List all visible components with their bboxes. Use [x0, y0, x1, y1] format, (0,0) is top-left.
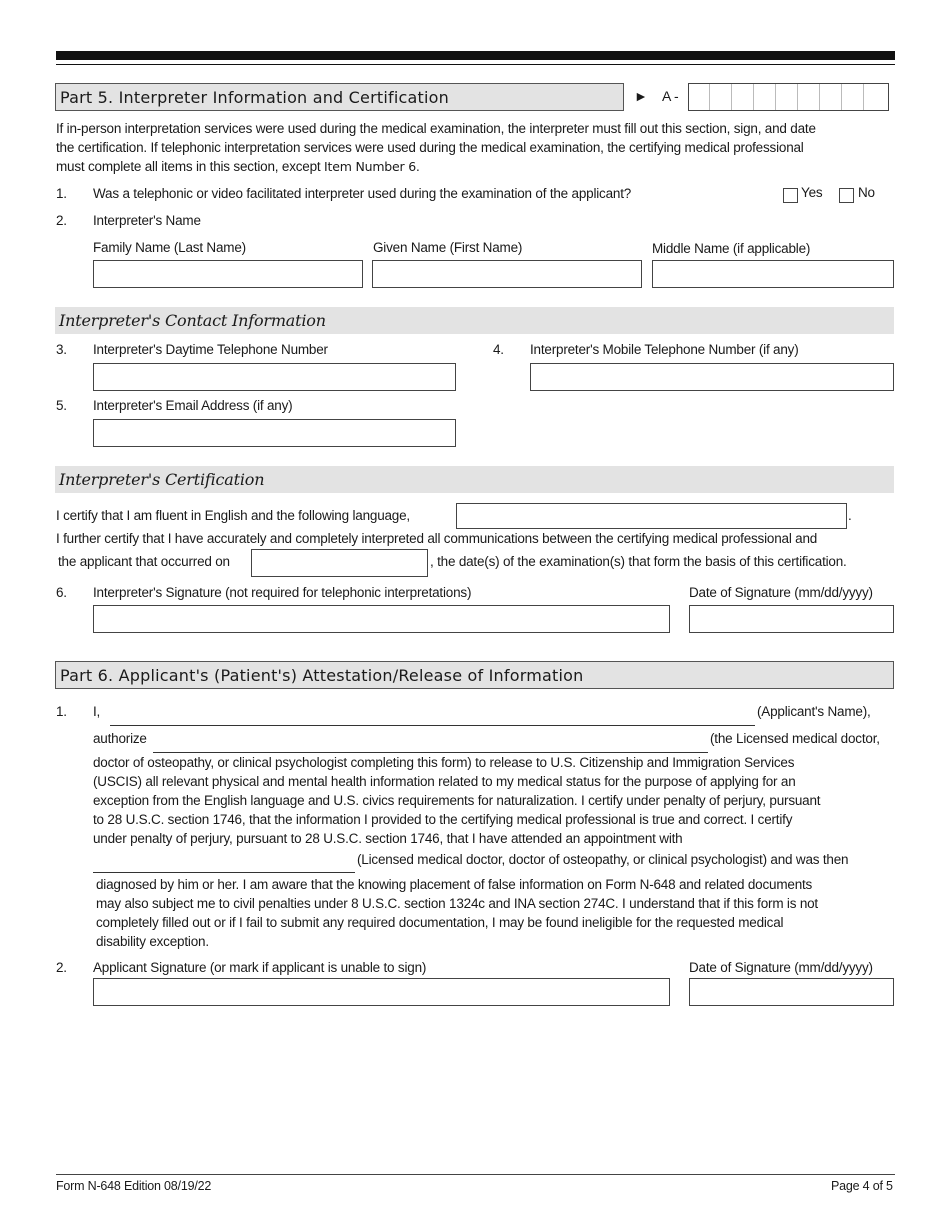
mobile-phone-input[interactable]: [530, 363, 894, 391]
q1-number: 1.: [56, 186, 67, 201]
doctor-label: (Licensed medical doctor, doctor of osteopathy, or clinical psychologist) and was then: [357, 852, 849, 867]
a-number-label: A -: [662, 88, 679, 104]
footer-page: Page 4 of 5: [831, 1179, 893, 1193]
email-input[interactable]: [93, 419, 456, 447]
authorize-label: authorize: [93, 731, 147, 746]
part6-title: Part 6. Applicant's (Patient's) Attestation/Release of Information: [60, 665, 584, 685]
interpreter-date-label: Date of Signature (mm/dd/yyyy): [689, 585, 873, 600]
diagnosis-paragraph: diagnosed by him or her. I am aware that the knowing placement of false information on Form N-648 and related documents may also subject me to civil penalties under 8 U.S.C. section 1324c and INA section 274C. I understand that if this form is not completely filled out or if I fail to submit any required documentation, I may be found ineligible for the requested medical disability exception.: [96, 877, 818, 949]
middle-name-input[interactable]: [652, 260, 894, 288]
applicant-name-label: (Applicant's Name),: [757, 704, 871, 719]
middle-name-label: Middle Name (if applicable): [652, 241, 811, 256]
part5-intro: If in-person interpretation services were used during the medical examination, the interpreter must fill out this section, sign, and date the certification. If telephonic interpretation services were used during the medical examination, the certifying medical professional must complete all items in this section, except Item Number 6.: [56, 121, 816, 174]
language-input[interactable]: [456, 503, 847, 529]
family-name-label: Family Name (Last Name): [93, 240, 246, 255]
top-rule-thick: [56, 51, 895, 60]
family-name-input[interactable]: [93, 260, 363, 288]
part5-header: [55, 83, 624, 111]
p6-q1-number: 1.: [56, 704, 67, 719]
top-rule-thin: [56, 64, 895, 65]
applicant-signature-input[interactable]: [93, 978, 670, 1006]
q2-number: 2.: [56, 213, 67, 228]
part6-header: [55, 661, 894, 689]
arrow-icon: ►: [634, 88, 648, 104]
cert-line3b: , the date(s) of the examination(s) that form the basis of this certification.: [430, 554, 847, 569]
q4-number: 4.: [493, 342, 504, 357]
yes-label: Yes: [801, 185, 823, 200]
cert-period: .: [848, 508, 852, 523]
no-checkbox[interactable]: [839, 188, 854, 203]
cert-line3a: the applicant that occurred on: [58, 554, 230, 569]
p6-q2-text: Applicant Signature (or mark if applicant is unable to sign): [93, 960, 427, 975]
q3-text: Interpreter's Daytime Telephone Number: [93, 342, 328, 357]
q3-number: 3.: [56, 342, 67, 357]
p6-q2-number: 2.: [56, 960, 67, 975]
q5-text: Interpreter's Email Address (if any): [93, 398, 293, 413]
q5-number: 5.: [56, 398, 67, 413]
given-name-input[interactable]: [372, 260, 642, 288]
q4-text: Interpreter's Mobile Telephone Number (if any): [530, 342, 799, 357]
q6-text: Interpreter's Signature (not required for telephonic interpretations): [93, 585, 472, 600]
q1-text: Was a telephonic or video facilitated interpreter used during the examination of the applicant?: [93, 186, 632, 201]
interpreter-date-input[interactable]: [689, 605, 894, 633]
exam-date-input[interactable]: [251, 549, 428, 577]
cert-line1: I certify that I am fluent in English and the following language,: [56, 508, 410, 523]
q6-number: 6.: [56, 585, 67, 600]
applicant-date-input[interactable]: [689, 978, 894, 1006]
appointment-doctor-line[interactable]: [93, 872, 355, 873]
daytime-phone-input[interactable]: [93, 363, 456, 391]
q2-text: Interpreter's Name: [93, 213, 201, 228]
release-paragraph: doctor of osteopathy, or clinical psychologist completing this form) to release to U.S. Citizenship and Immigration Services (USCIS) all relevant physical and mental health information related to my medical status for the purpose of applying for an exception from the English language and U.S. civics requirements for naturalization. I certify under penalty of perjury, pursuant to 28 U.S.C. section 1746, that the information I provided to the certifying medical professional is true and correct. I certify under penalty of perjury, pursuant to 28 U.S.C. section 1746, that I have attended an appointment with: [93, 755, 821, 846]
footer-form-id: Form N-648 Edition 08/19/22: [56, 1179, 212, 1193]
part5-title: Part 5. Interpreter Information and Certification: [60, 87, 449, 107]
a-number-input[interactable]: [688, 83, 889, 111]
certification-header: Interpreter's Certification: [55, 466, 894, 493]
contact-info-header: Interpreter's Contact Information: [55, 307, 894, 334]
cert-line2: I further certify that I have accurately and completely interpreted all communications between the certifying medical professional and: [56, 531, 818, 546]
footer-rule: [56, 1174, 895, 1175]
yes-checkbox[interactable]: [783, 188, 798, 203]
interpreter-signature-input[interactable]: [93, 605, 670, 633]
no-label: No: [858, 185, 875, 200]
i-label: I,: [93, 704, 101, 719]
licensed-label: (the Licensed medical doctor,: [710, 731, 880, 746]
given-name-label: Given Name (First Name): [373, 240, 523, 255]
applicant-name-line[interactable]: [110, 725, 755, 726]
applicant-date-label: Date of Signature (mm/dd/yyyy): [689, 960, 873, 975]
